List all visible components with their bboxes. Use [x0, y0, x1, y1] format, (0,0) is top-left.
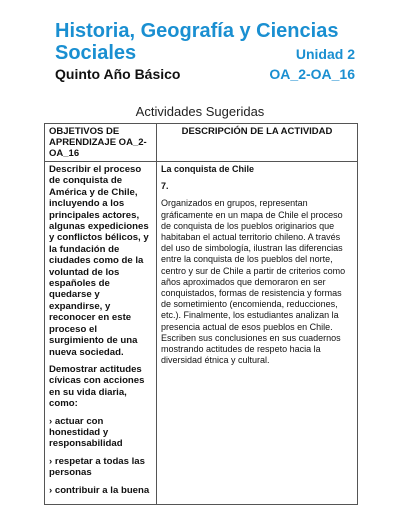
- objectives-cell: [45, 162, 157, 505]
- activity-number: 7.: [161, 181, 169, 192]
- description-cell: [157, 162, 358, 505]
- table-row: [45, 162, 358, 505]
- header-description: DESCRIPCIÓN DE LA ACTIVIDAD: [157, 124, 358, 162]
- unit-label: Unidad 2: [295, 46, 355, 62]
- title-row: [55, 42, 355, 64]
- table-header-row: [45, 124, 358, 162]
- subtitle-row: [55, 66, 355, 82]
- activity-table: [44, 123, 358, 505]
- section-title: Actividades Sugeridas: [135, 104, 265, 119]
- objective-bullet-2: › respetar a todas las personas: [49, 455, 145, 479]
- oa-code-label: OA_2-OA_16: [269, 66, 355, 82]
- subject-title-line1: Historia, Geografía y Ciencias: [55, 20, 339, 42]
- activity-text: Organizados en grupos, representan gráficamente en un mapa de Chile el proceso de conquista de los pueblos originarios que habitaban el actual territorio chileno. A través del uso de simbología, ilustran las diferencias entre la conquista de los pueblos del norte, centro y sur de Chile a partir de criterios como años aproximados que demoraron en ser conquistados, formas de resistencia y formas de sometimiento (encomienda, reducciones, etc.). Finalmente, los estudiantes analizan la presencia actual de esos pueblos en Chile. Escriben sus conclusiones en sus cuadernos mostrando actitudes de respeto hacia la diversidad étnica y cultural.: [161, 198, 346, 366]
- objective-paragraph-1: Describir el proceso de conquista de América y de Chile, incluyendo a los principales actores, algunas expediciones y conflictos bélicos, y la fundación de ciudades como de la voluntad de los españoles de quedarse y expandirse, y reconocer en este proceso el surgimiento de una nueva sociedad.: [49, 164, 149, 358]
- header-objectives: OBJETIVOS DE APRENDIZAJE OA_2- OA_16: [45, 124, 157, 162]
- objective-bullet-1: › actuar con honestidad y responsabilidad: [49, 415, 123, 450]
- objective-bullet-3: › contribuir a la buena: [49, 484, 150, 496]
- subject-title-line2: Sociales: [55, 42, 137, 64]
- activity-title: La conquista de Chile: [161, 164, 255, 174]
- page-header: [55, 20, 355, 82]
- objective-paragraph-2: Demostrar actitudes cívicas con acciones en su vida diaria, como:: [49, 363, 145, 410]
- grade-label: Quinto Año Básico: [55, 66, 181, 82]
